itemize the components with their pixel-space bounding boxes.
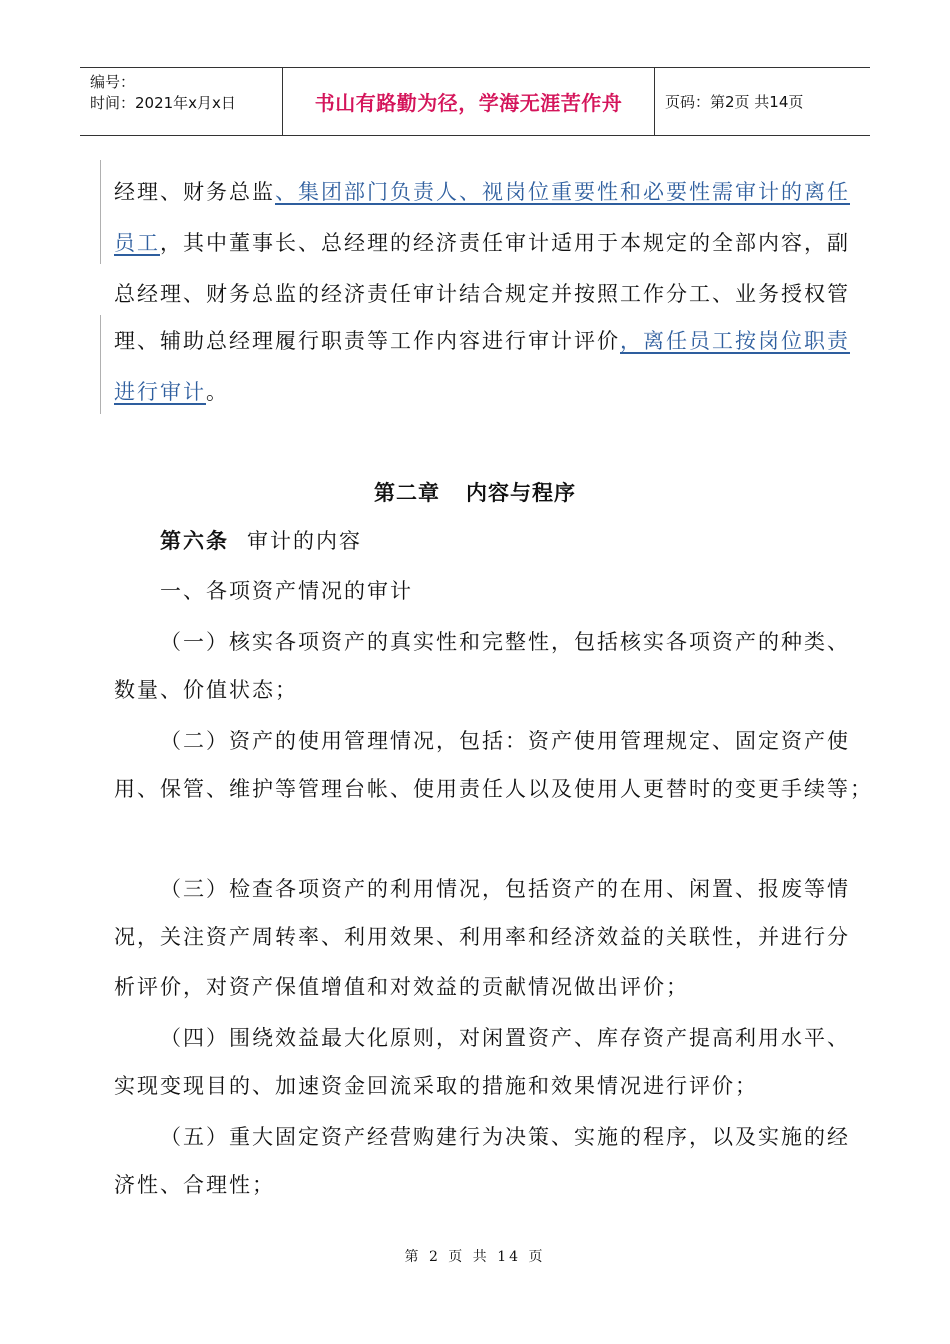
paragraph-line: 总经理、财务总监的经济责任审计结合规定并按照工作分工、业务授权管 — [114, 282, 850, 306]
paragraph-line: 实现变现目的、加速资金回流采取的措施和效果情况进行评价； — [114, 1074, 758, 1098]
paragraph-line: 数量、价值状态； — [114, 678, 298, 702]
article-title: 审计的内容 — [247, 529, 362, 553]
page-footer: 第 2 页 共 14 页 — [404, 1249, 546, 1265]
tracked-change-text[interactable]: 员工 — [114, 231, 160, 255]
tracked-change-text[interactable]: ，离任员工按岗位职责 — [620, 329, 850, 353]
header-page-info: 页码：第2页 共14页 — [665, 93, 804, 111]
paragraph-line: 析评价，对资产保值增值和对效益的贡献情况做出评价； — [114, 975, 689, 999]
article-heading — [160, 526, 890, 556]
paragraph-line — [114, 177, 850, 207]
paragraph-line: （五）重大固定资产经营购建行为决策、实施的程序，以及实施的经 — [160, 1125, 850, 1149]
paragraph-line: （三）检查各项资产的利用情况，包括资产的在用、闲置、报废等情 — [160, 877, 850, 901]
paragraph-line: （二）资产的使用管理情况，包括：资产使用管理规定、固定资产使 — [160, 729, 850, 753]
paragraph-line: （四）围绕效益最大化原则，对闲置资产、库存资产提高利用水平、 — [160, 1026, 850, 1050]
header-meta-cell — [80, 68, 283, 135]
text-run: ，其中董事长、总经理的经济责任审计适用于本规定的全部内容，副 — [160, 231, 850, 255]
chapter-heading — [0, 477, 950, 507]
tracked-change-text[interactable]: 、集团部门负责人、视岗位重要性和必要性需审计的离任 — [275, 180, 850, 204]
text-run: 经理、财务总监 — [114, 180, 275, 204]
number-label: 编号： — [90, 73, 136, 91]
document-header — [80, 67, 870, 136]
header-motto: 书山有路勤为径，学海无涯苦作舟 — [283, 68, 655, 135]
date-label: 时间：2021年x月x日 — [90, 94, 236, 112]
tracked-change-text[interactable]: 进行审计 — [114, 380, 206, 404]
chapter-title: 内容与程序 — [466, 481, 576, 505]
revision-bar — [100, 315, 101, 414]
paragraph-line — [114, 228, 850, 258]
revision-bar — [100, 160, 101, 264]
paragraph-line — [114, 326, 850, 356]
article-number: 第六条 — [160, 529, 229, 553]
paragraph-line: 用、保管、维护等管理台帐、使用责任人以及使用人更替时的变更手续等； — [114, 777, 873, 801]
section-heading: 一、各项资产情况的审计 — [160, 579, 413, 603]
paragraph-line — [114, 377, 844, 407]
text-run: 理、辅助总经理履行职责等工作内容进行审计评价 — [114, 329, 620, 353]
text-run: 。 — [206, 380, 229, 404]
paragraph-line: 况，关注资产周转率、利用效果、利用率和经济效益的关联性，并进行分 — [114, 925, 850, 949]
paragraph-line: 济性、合理性； — [114, 1173, 275, 1197]
paragraph-line: （一）核实各项资产的真实性和完整性，包括核实各项资产的种类、 — [160, 630, 850, 654]
chapter-number: 第二章 — [374, 481, 440, 505]
